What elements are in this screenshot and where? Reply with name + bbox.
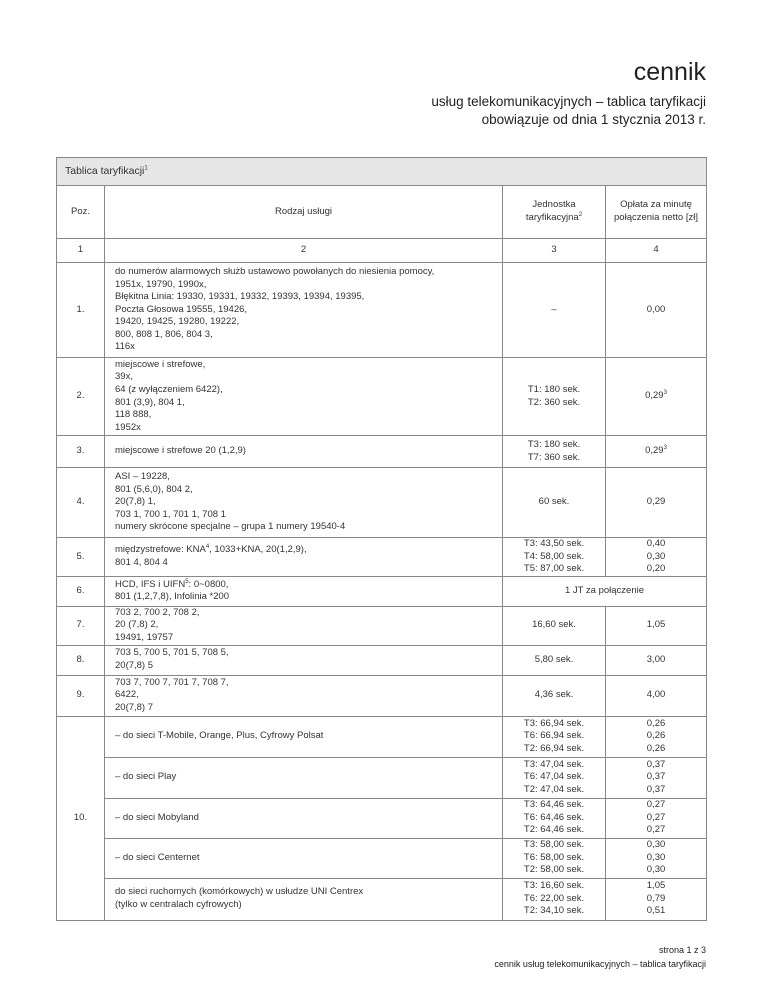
service-description: – do sieci Centernet [105,838,503,878]
row-position: 9. [57,675,105,716]
fee-per-minute [606,538,707,577]
fee-footnote-mark: 3 [663,390,667,397]
service-text: HCD, IFS i UIFN [115,578,186,590]
table-row [57,838,707,878]
caption-footnote-mark: 1 [144,165,148,172]
billing-unit: T1: 180 sek. T2: 360 sek. [503,358,606,436]
row-position: 6. [57,576,105,606]
billing-unit: T3: 16,60 sek. T6: 22,00 sek. T2: 34,10 sek. [503,878,606,920]
service-text: międzystrefowe: KNA [115,544,206,556]
service-description: miejscowe i strefowe 20 (1,2,9) [105,436,503,468]
fee-value: 4,00 [646,689,666,701]
service-description: – do sieci T-Mobile, Orange, Plus, Cyfrowy Polsat [105,716,503,757]
service-description: 703 5, 700 5, 701 5, 708 5, 20(7,8) 5 [105,645,503,675]
row-position: 2. [57,358,105,436]
effective-date: obowiązuje od dnia 1 stycznia 2013 r. [481,112,706,127]
billing-unit: 5,80 sek. [503,645,606,675]
table-row [57,468,707,538]
fee-value: 3,00 [646,653,666,665]
table-row [57,576,707,606]
billing-unit: 16,60 sek. [503,606,606,645]
col-number: 3 [503,239,606,263]
service-description: miejscowe i strefowe, 39x, 64 (z wyłączeniem 6422), 801 (3,9), 804 1, 118 888, 1952x [105,358,503,436]
service-description: ASI – 19228, 801 (5,6,0), 804 2, 20(7,8) 1, 703 1, 700 1, 701 1, 708 1 numery skrócone specjalne – grupa 1 numery 19540-4 [105,468,503,538]
table-row [57,606,707,645]
fee-per-minute [606,468,707,538]
fee-per-minute: 0,30 0,30 0,30 [606,838,707,878]
page-number: strona 1 z 3 [658,945,706,955]
fee-value: 0,29 [646,496,666,508]
table-row [57,263,707,358]
service-description: 703 2, 700 2, 708 2, 20 (7,8) 2, 19491, 19757 [105,606,503,645]
billing-unit: 4,36 sek. [503,675,606,716]
col-header-unit [503,186,606,239]
merged-unit-fee: 1 JT za połączenie [503,576,707,606]
fee-per-minute [606,645,707,675]
fee-per-minute: 0,27 0,27 0,27 [606,798,707,838]
fee-per-minute [606,675,707,716]
fee-footnote-mark: 3 [663,445,667,452]
service-description: 703 7, 700 7, 701 7, 708 7, 6422, 20(7,8) 7 [105,675,503,716]
service-description: – do sieci Mobyland [105,798,503,838]
fee-value: 1,05 [646,619,666,631]
table-row [57,878,707,920]
fee-value: 0,00 [646,303,666,315]
table-row [57,436,707,468]
billing-unit: T3: 66,94 sek. T6: 66,94 sek. T2: 66,94 sek. [503,716,606,757]
row-position: 8. [57,645,105,675]
billing-unit: T3: 47,04 sek. T6: 47,04 sek. T2: 47,04 sek. [503,757,606,798]
billing-unit: 60 sek. [503,468,606,538]
row-position: 5. [57,538,105,577]
col-header-fee: Opłata za minutę połączenia netto [zł] [606,186,707,239]
row-position: 7. [57,606,105,645]
fee-per-minute: 1,05 0,79 0,51 [606,878,707,920]
col-header-unit-text: Jednostka taryfikacyjna [525,199,579,223]
row-position: 1. [57,263,105,358]
document-subtitle: usług telekomunikacyjnych – tablica taryfikacji [431,94,706,109]
col-number: 1 [57,239,105,263]
billing-unit: T3: 180 sek. T7: 360 sek. [503,436,606,468]
service-footnote-mark: 5 [185,578,189,585]
row-position: 4. [57,468,105,538]
service-description: do numerów alarmowych służb ustawowo powołanych do niesienia pomocy, 1951x, 19790, 1990x, Błękitna Linia: 19330, 19331, 19332, 19393, 19394, 19395, Poczta Głosowa 19555, 19426, 19420, 19425, 19280, 19222, 800, 808 1, 806, 804 3, 116x [105,263,503,358]
fee-value: 0,29 [645,390,664,402]
table-row [57,798,707,838]
table-row [57,645,707,675]
table-row [57,358,707,436]
fee-per-minute [606,606,707,645]
billing-unit: T3: 64,46 sek. T6: 64,46 sek. T2: 64,46 sek. [503,798,606,838]
row-position: 10. [57,716,105,920]
col-header-unit-footnote: 2 [578,211,583,218]
col-number: 4 [606,239,707,263]
fee-value: 0,40 0,30 0,20 [646,538,666,575]
col-header-poz: Poz. [57,186,105,239]
tariff-table [56,157,707,921]
billing-unit: T3: 43,50 sek. T4: 58,00 sek. T5: 87,00 sek. [503,538,606,577]
row-position: 3. [57,436,105,468]
service-description [105,576,503,606]
service-description: – do sieci Play [105,757,503,798]
table-row [57,538,707,577]
service-text: , 1033+KNA, 20(1,2,9), 801 4, 804 4 [115,544,307,568]
fee-value: 0,29 [645,445,664,457]
table-row [57,675,707,716]
service-description: do sieci ruchomych (komórkowych) w usłudze UNI Centrex (tylko w centralach cyfrowych) [105,878,503,920]
table-row [57,716,707,757]
table-caption-text: Tablica taryfikacji [65,165,145,178]
fee-per-minute: 0,37 0,37 0,37 [606,757,707,798]
document-title: cennik [633,58,706,86]
service-text: : 0~0800, 801 (1,2,7,8), Infolinia *200 [115,578,230,603]
fee-per-minute: 0,26 0,26 0,26 [606,716,707,757]
service-description [105,538,503,577]
fee-per-minute [606,263,707,358]
table-row [57,757,707,798]
service-footnote-mark: 4 [205,544,210,551]
billing-unit: T3: 58,00 sek. T6: 58,00 sek. T2: 58,00 sek. [503,838,606,878]
col-number: 2 [105,239,503,263]
footer-document-name: cennik usług telekomunikacyjnych – tablica taryfikacji [494,959,706,969]
billing-unit: – [503,263,606,358]
fee-per-minute [606,358,707,436]
col-header-service-type: Rodzaj usługi [105,186,503,239]
fee-per-minute [606,436,707,468]
table-caption [57,158,707,186]
